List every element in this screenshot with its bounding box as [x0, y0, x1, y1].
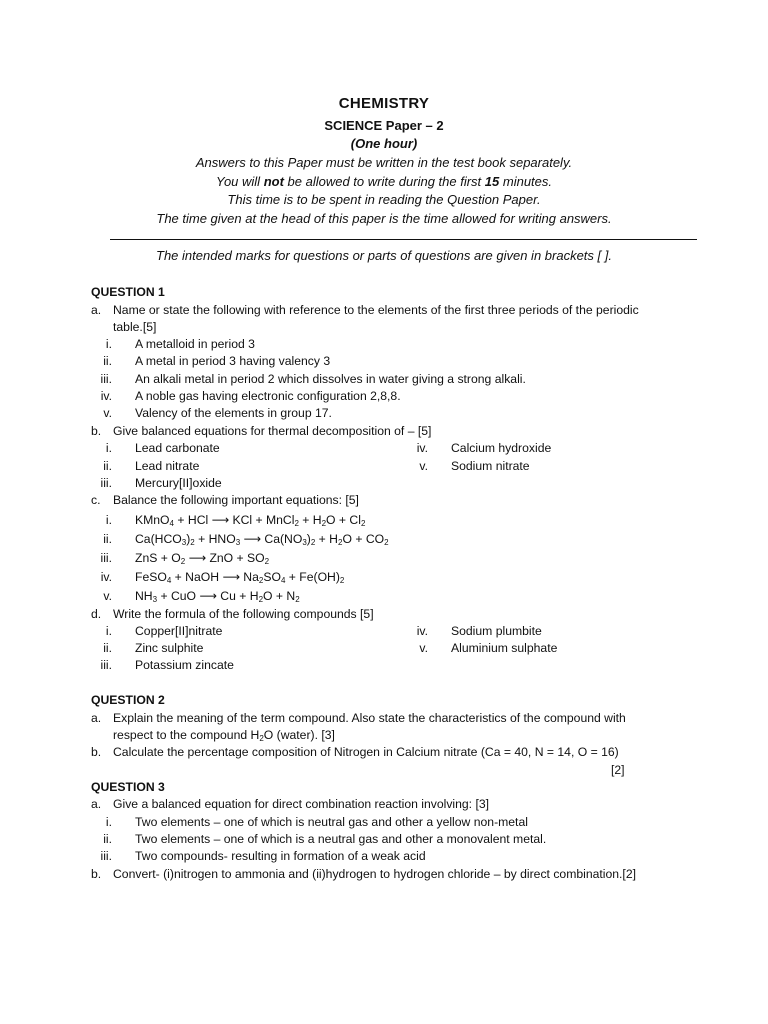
q1a-item-text: A metal in period 3 having valency 3	[135, 354, 331, 368]
question-2-heading: QUESTION 2	[91, 693, 165, 707]
instruction-line-3: This time is to be spent in reading the Question Paper.	[227, 192, 541, 207]
q1d-item-text: Copper[II]nitrate	[135, 624, 223, 638]
q2a-label: a.	[91, 711, 102, 725]
q1d-item-text: Sodium plumbite	[451, 624, 542, 638]
q1a-item-number: ii.	[103, 354, 112, 368]
q1c-item-number: iv.	[100, 570, 112, 584]
q1a-label: a.	[91, 303, 102, 317]
q3a-item-number: ii.	[103, 832, 112, 846]
q1b-item-number: v.	[419, 459, 428, 473]
q1d-item-number: i.	[105, 624, 112, 638]
instruction-line-1: Answers to this Paper must be written in the test book separately.	[195, 155, 573, 170]
q1b-item-text: Sodium nitrate	[451, 459, 530, 473]
q1b-item-number: i.	[105, 441, 112, 455]
q3a-item-number: i.	[105, 815, 112, 829]
q3a-label: a.	[91, 797, 102, 811]
q1c-item-number: ii.	[103, 532, 112, 546]
question-1-heading: QUESTION 1	[91, 285, 165, 299]
header-divider	[110, 239, 697, 240]
q1c-item-number: iii.	[100, 551, 112, 565]
q1a-item-number: i.	[105, 337, 112, 351]
q2b-text: Calculate the percentage composition of Nitrogen in Calcium nitrate (Ca = 40, N = 14, O = 16)	[113, 745, 619, 759]
q1d-item-number: iv.	[416, 624, 428, 638]
q1a-item-number: iv.	[100, 389, 112, 403]
q1a-item-text: Valency of the elements in group 17.	[135, 406, 332, 420]
q1c-item-number: i.	[105, 513, 112, 527]
q1a-text-line-2: table.[5]	[113, 320, 157, 334]
paper-subtitle: SCIENCE Paper – 2	[324, 118, 444, 133]
q1a-item-text: An alkali metal in period 2 which dissolves in water giving a strong alkali.	[135, 372, 526, 386]
q1c-label: c.	[91, 493, 101, 507]
q3a-item-number: iii.	[100, 849, 112, 863]
q1b-item-number: iv.	[416, 441, 428, 455]
q3a-item-text: Two compounds- resulting in formation of a weak acid	[135, 849, 426, 863]
q3a-item-text: Two elements – one of which is neutral gas and other a yellow non-metal	[135, 815, 528, 829]
q1a-item-text: A metalloid in period 3	[135, 337, 255, 351]
marks-note: The intended marks for questions or parts of questions are given in brackets [ ].	[156, 248, 612, 263]
q1b-text: Give balanced equations for thermal decomposition of – [5]	[113, 424, 432, 438]
q1d-item-number: v.	[419, 641, 428, 655]
q1d-item-text: Aluminium sulphate	[451, 641, 558, 655]
instruction-line-2: You will not be allowed to write during the first 15 minutes.	[215, 174, 553, 189]
q1c-text: Balance the following important equations: [5]	[113, 493, 359, 507]
q1d-item-number: iii.	[100, 658, 112, 672]
q1b-item-number: ii.	[103, 459, 112, 473]
q1b-item-text: Mercury[II]oxide	[135, 476, 222, 490]
q2b-marks: [2]	[611, 763, 625, 777]
q1d-item-number: ii.	[103, 641, 112, 655]
q1b-item-text: Calcium hydroxide	[451, 441, 552, 455]
q3b-label: b.	[91, 867, 102, 881]
equation-4: FeSO$_4$ + NaOH ⟶ $Na_2SO_4 + Fe(OH)_2$	[135, 570, 345, 585]
q1b-item-text: Lead carbonate	[135, 441, 220, 455]
q1d-text: Write the formula of the following compounds [5]	[113, 607, 374, 621]
q1b-item-number: iii.	[100, 476, 112, 490]
q1a-item-number: iii.	[100, 372, 112, 386]
q3a-text: Give a balanced equation for direct combination reaction involving: [3]	[113, 797, 490, 811]
q2a-text-line-1: Explain the meaning of the term compound. Also state the characteristics of the compound with	[113, 711, 626, 725]
q1b-item-text: Lead nitrate	[135, 459, 200, 473]
equation-3: ZnS + $O_2$ ⟶ ZnO + $SO_2$	[135, 551, 270, 566]
q1b-label: b.	[91, 424, 102, 438]
q2b-label: b.	[91, 745, 102, 759]
equation-5: $NH_3$ + CuO ⟶ $Cu + H_2O + N_2$	[135, 589, 300, 604]
equation-1: KMnO$_4$ + HCl ⟶ KCl + MnCl$_2$ + $H_2O + Cl_2$	[135, 513, 366, 528]
instruction-line-4: The time given at the head of this paper is the time allowed for writing answers.	[156, 211, 612, 226]
equation-2: $Ca(HCO_3)_2 + HNO_3$ ⟶ $Ca(NO_3)_2 + H_2O + CO_2$	[135, 532, 389, 547]
q1c-item-number: v.	[103, 589, 112, 603]
q1d-item-text: Potassium zincate	[135, 658, 234, 672]
paper-title: CHEMISTRY	[338, 95, 430, 112]
q2a-text-line-2: respect to the compound $H_2O$ (water). [3]	[113, 728, 335, 743]
q3a-item-text: Two elements – one of which is a neutral gas and other a monovalent metal.	[135, 832, 547, 846]
q1a-item-text: A noble gas having electronic configuration 2,8,8.	[135, 389, 401, 403]
q1d-label: d.	[91, 607, 102, 621]
question-3-heading: QUESTION 3	[91, 780, 165, 794]
q3b-text: Convert- (i)nitrogen to ammonia and (ii)hydrogen to hydrogen chloride – by direct combination.[2]	[113, 867, 636, 881]
q1a-text-line-1: Name or state the following with reference to the elements of the first three periods of the periodic	[113, 303, 639, 317]
paper-duration: (One hour)	[350, 136, 418, 151]
q1a-item-number: v.	[103, 406, 112, 420]
q1d-item-text: Zinc sulphite	[135, 641, 204, 655]
